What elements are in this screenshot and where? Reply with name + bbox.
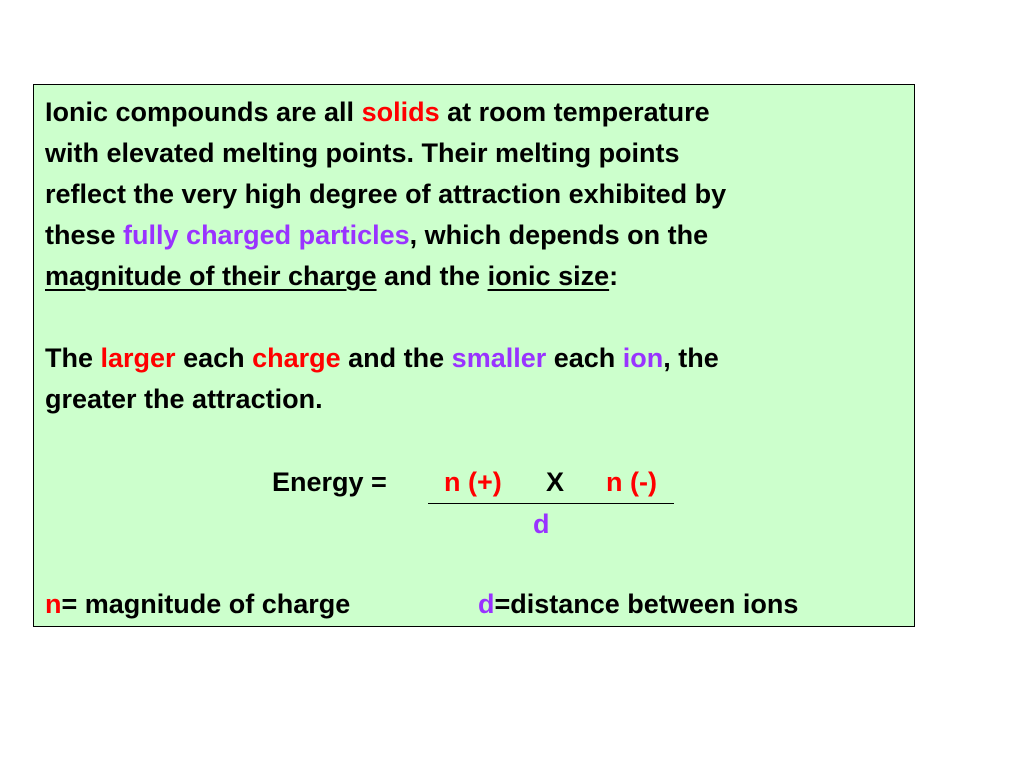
formula-energy-label: Energy = [272, 467, 387, 497]
highlight-fully-charged-particles: fully charged particles [123, 220, 410, 250]
fraction-bar [428, 503, 674, 504]
formula-n-plus: n (+) [444, 467, 502, 497]
formula-denominator: d [533, 509, 550, 539]
legend-d-symbol: d [478, 589, 495, 619]
legend-d-text: =distance between ions [494, 589, 799, 619]
highlight-charge: charge [252, 343, 341, 373]
p2-line-1: The larger each charge and the smaller each ion, the [45, 343, 719, 373]
p1-line-2: with elevated melting points. Their melting points [45, 138, 680, 168]
p1-line-1: Ionic compounds are all solids at room temperature [45, 97, 710, 127]
legend-d [478, 584, 798, 625]
p1-line-4: these fully charged particles, which depends on the [45, 220, 709, 250]
p1-line-3: reflect the very high degree of attraction exhibited by [45, 179, 727, 209]
p2-line-2: greater the attraction. [45, 384, 323, 414]
paragraph-larger-charge [45, 338, 913, 420]
legend-n-text: = magnitude of charge [61, 589, 351, 619]
legend-n [45, 584, 350, 625]
highlight-smaller: smaller [451, 343, 547, 373]
highlight-solids: solids [361, 97, 440, 127]
legend-n-symbol: n [45, 589, 62, 619]
underline-magnitude-of-charge: magnitude of their charge [45, 261, 377, 291]
formula-times: X [546, 467, 565, 497]
p1-line-5: magnitude of their charge and the ionic size: [45, 261, 619, 291]
highlight-ion: ion [622, 343, 664, 373]
formula-n-minus: n (-) [606, 467, 657, 497]
highlight-larger: larger [100, 343, 176, 373]
paragraph-ionic-compounds [45, 92, 913, 297]
underline-ionic-size: ionic size [487, 261, 610, 291]
